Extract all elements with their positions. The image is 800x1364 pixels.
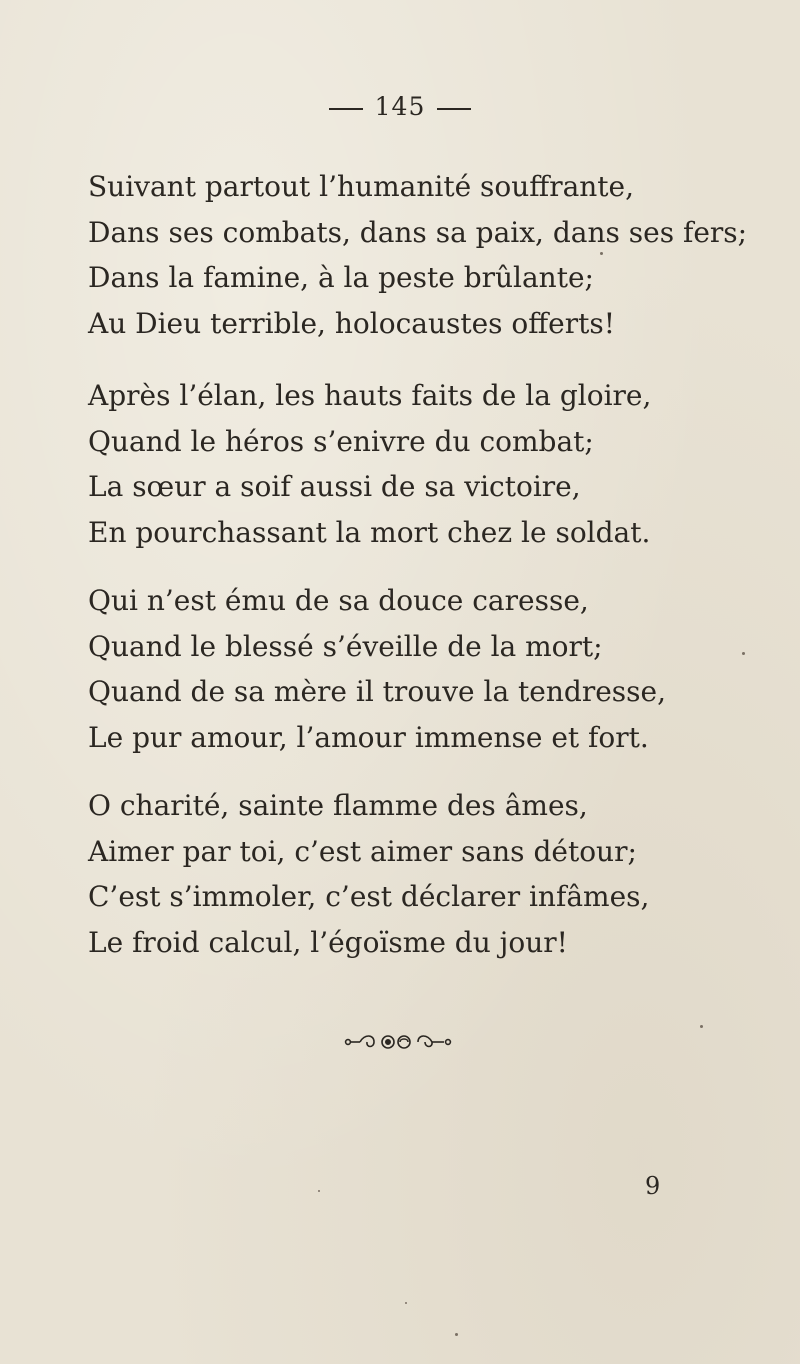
page-number: 145: [374, 92, 426, 121]
verse-line: Après l’élan, les hauts faits de la gloire,: [88, 379, 652, 412]
verse-line: Quand le héros s’enivre du combat;: [88, 424, 594, 458]
verse-line: Le froid calcul, l’égoïsme du jour!: [88, 925, 568, 959]
verse-line: Aimer par toi, c’est aimer sans détour;: [88, 834, 637, 868]
fleuron-svg: [340, 1030, 460, 1054]
signature-mark: 9: [645, 1172, 661, 1200]
header-dash-left: [329, 108, 363, 110]
verse-line: Dans ses combats, dans sa paix, dans ses fers;: [88, 215, 748, 249]
verse-line: Quand de sa mère il trouve la tendresse,: [88, 675, 666, 708]
page-header: [0, 92, 800, 121]
paper-speck: [600, 252, 603, 255]
verse-line: Le pur amour, l’amour immense et fort.: [88, 720, 649, 754]
fleuron-ornament-icon: [0, 1030, 800, 1058]
verse-line: Suivant partout l’humanité souffrante,: [88, 170, 635, 203]
header-dash-right: [437, 108, 471, 110]
verse-line: Dans la famine, à la peste brûlante;: [88, 261, 594, 294]
stanza-4: [88, 783, 768, 965]
verse-line: C’est s’immoler, c’est déclarer infâmes,: [88, 880, 650, 913]
verse-line: En pourchassant la mort chez le soldat.: [88, 515, 651, 549]
paper-speck: [405, 1302, 407, 1304]
paper-speck: [700, 1025, 703, 1028]
verse-line: Qui n’est ému de sa douce caresse,: [88, 584, 589, 617]
paper-speck: [455, 1333, 458, 1336]
stanza-1: [88, 164, 768, 346]
verse-line: Au Dieu terrible, holocaustes offerts!: [88, 306, 616, 340]
stanza-3: [88, 578, 768, 760]
verse-line: Quand le blessé s’éveille de la mort;: [88, 629, 603, 663]
verse-line: La sœur a soif aussi de sa victoire,: [88, 470, 581, 503]
paper-speck: [742, 652, 745, 655]
paper-speck: [318, 1190, 320, 1192]
stanza-2: [88, 373, 768, 555]
verse-line: O charité, sainte flamme des âmes,: [88, 789, 588, 822]
